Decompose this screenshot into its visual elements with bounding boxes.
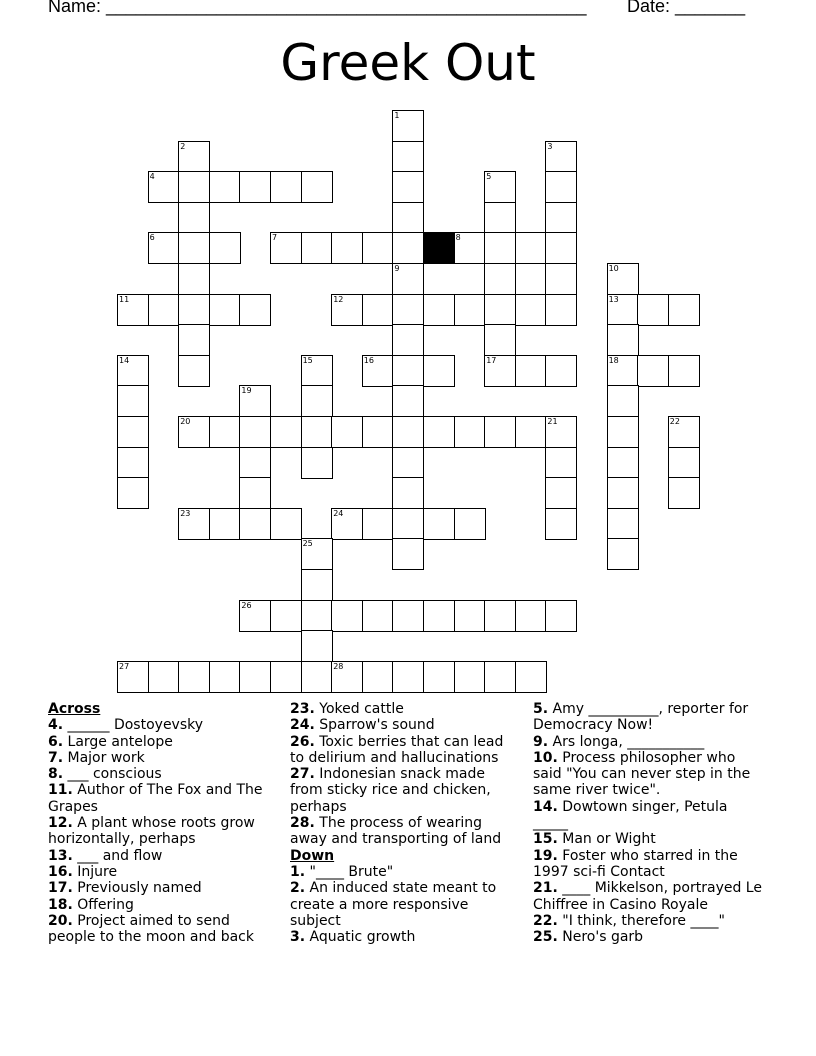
clue-item-text: Large antelope — [63, 733, 173, 750]
grid-cell[interactable] — [668, 294, 700, 326]
grid-cell[interactable] — [301, 661, 333, 693]
grid-cell[interactable] — [484, 263, 516, 295]
clue-item-number: 25. — [533, 929, 558, 946]
clue-item — [48, 880, 270, 896]
grid-cell[interactable] — [668, 447, 700, 479]
grid-cell[interactable] — [270, 416, 302, 448]
clue-item-text: ___ and flow — [72, 847, 163, 864]
clue-number: 24 — [333, 508, 344, 518]
grid-cell[interactable] — [423, 416, 455, 448]
grid-cell[interactable] — [607, 508, 639, 540]
clue-item-number: 17. — [48, 880, 73, 897]
grid-cell[interactable] — [331, 416, 363, 448]
clue-item-number: 13. — [48, 847, 73, 864]
grid-cell[interactable] — [454, 600, 486, 632]
clue-number: 1 — [394, 111, 400, 120]
grid-cell[interactable] — [607, 355, 639, 387]
grid-cell[interactable] — [117, 355, 149, 387]
grid-cell[interactable] — [117, 447, 149, 479]
clue-item — [290, 766, 515, 815]
clue-item — [48, 750, 270, 766]
grid-cell[interactable] — [515, 600, 547, 632]
grid-cell[interactable] — [392, 538, 424, 570]
clue-item-text: Toxic berries that can lead to delirium and hallucinations — [290, 733, 504, 766]
grid-cell[interactable] — [484, 355, 516, 387]
grid-cell[interactable] — [209, 416, 241, 448]
grid-cell[interactable] — [515, 416, 547, 448]
grid-cell[interactable] — [392, 263, 424, 295]
grid-cell[interactable] — [392, 355, 424, 387]
grid-cell[interactable] — [423, 508, 455, 540]
grid-cell[interactable] — [392, 171, 424, 203]
grid-cell[interactable] — [392, 110, 424, 142]
grid-cell[interactable] — [392, 477, 424, 509]
clue-item — [290, 701, 515, 717]
clue-item-text: The process of wearing away and transporting of land — [290, 815, 502, 848]
clue-number: 27 — [119, 661, 130, 671]
clue-item-text: Ars longa, ___________ — [548, 733, 705, 750]
grid-cell[interactable] — [301, 538, 333, 570]
grid-cell[interactable] — [392, 508, 424, 540]
clue-column-2 — [290, 701, 515, 945]
grid-cell[interactable] — [239, 385, 271, 417]
grid-cell[interactable] — [362, 232, 394, 264]
clue-item — [48, 913, 270, 946]
clue-item-number: 21. — [533, 880, 558, 897]
grid-cell[interactable] — [515, 232, 547, 264]
clue-item-number: 7. — [48, 749, 64, 766]
clue-item — [290, 717, 515, 733]
grid-cell[interactable] — [637, 355, 669, 387]
grid-cell[interactable] — [239, 447, 271, 479]
clue-item — [290, 734, 515, 767]
clue-item-number: 4. — [48, 717, 64, 734]
clue-number: 5 — [486, 172, 492, 182]
grid-cell[interactable] — [362, 661, 394, 693]
grid-cell[interactable] — [545, 171, 577, 203]
clue-item-text: Amy __________, reporter for Democracy Now! — [533, 701, 749, 734]
grid-cell[interactable] — [148, 661, 180, 693]
clue-item — [290, 864, 515, 880]
grid-cell[interactable] — [392, 324, 424, 356]
grid-cell[interactable] — [178, 294, 210, 326]
clue-item-text: Process philosopher who said "You can never step in the same river twice". — [533, 749, 751, 799]
section-heading: Across — [48, 701, 101, 717]
grid-cell[interactable] — [178, 661, 210, 693]
clue-item-text: "____ Brute" — [305, 863, 394, 880]
clue-number: 23 — [180, 508, 191, 518]
grid-cell[interactable] — [270, 508, 302, 540]
clue-item-text: ___ conscious — [63, 766, 162, 783]
clue-number: 20 — [180, 417, 191, 426]
clue-item — [533, 831, 763, 847]
clue-number: 4 — [149, 172, 155, 182]
clue-item — [533, 929, 763, 945]
clue-number: 15 — [302, 355, 313, 365]
grid-cell[interactable] — [607, 263, 639, 295]
clue-number: 8 — [455, 233, 461, 243]
grid-cell[interactable] — [239, 477, 271, 509]
grid-cell[interactable] — [515, 355, 547, 387]
grid-cell[interactable] — [239, 294, 271, 326]
grid-cell[interactable] — [484, 232, 516, 264]
grid-cell[interactable] — [270, 661, 302, 693]
grid-cell[interactable] — [607, 294, 639, 326]
grid-cell[interactable] — [515, 661, 547, 693]
clue-item-text: Foster who starred in the 1997 sci-fi Contact — [533, 847, 738, 880]
clue-item — [48, 766, 270, 782]
grid-cell[interactable] — [301, 630, 333, 662]
date-field-label: Date: _______ — [627, 0, 746, 16]
grid-cell[interactable] — [392, 600, 424, 632]
clue-item-number: 24. — [290, 717, 315, 734]
grid-cell[interactable] — [209, 661, 241, 693]
clue-item-number: 26. — [290, 733, 315, 750]
grid-cell[interactable] — [239, 600, 271, 632]
grid-cell[interactable] — [270, 232, 302, 264]
clue-item — [533, 701, 763, 734]
grid-cell[interactable] — [545, 477, 577, 509]
clue-number: 3 — [547, 141, 553, 151]
grid-cell[interactable] — [668, 355, 700, 387]
grid-cell[interactable] — [545, 508, 577, 540]
grid-cell[interactable] — [148, 232, 180, 264]
grid-cell[interactable] — [178, 355, 210, 387]
grid-cell[interactable] — [270, 171, 302, 203]
clue-item-text: ____ Mikkelson, portrayed Le Chiffree in Casino Royale — [533, 880, 762, 913]
clue-item-number: 2. — [290, 880, 306, 897]
clue-item-number: 11. — [48, 782, 73, 799]
clue-item — [533, 799, 763, 832]
grid-cell[interactable] — [148, 171, 180, 203]
clue-item — [533, 848, 763, 881]
grid-cell[interactable] — [423, 600, 455, 632]
clue-number: 19 — [241, 386, 252, 396]
clue-item — [48, 864, 270, 880]
clue-number: 18 — [608, 355, 619, 365]
grid-cell[interactable] — [454, 508, 486, 540]
grid-cell[interactable] — [331, 661, 363, 693]
grid-cell[interactable] — [362, 294, 394, 326]
grid-cell[interactable] — [545, 416, 577, 448]
grid-cell[interactable] — [178, 232, 210, 264]
clue-item-text: ______ Dostoyevsky — [63, 717, 204, 734]
clue-number: 28 — [333, 661, 344, 671]
grid-cell[interactable] — [331, 232, 363, 264]
grid-cell[interactable] — [117, 477, 149, 509]
clue-number: 13 — [608, 294, 619, 304]
clue-item-number: 27. — [290, 766, 315, 783]
clue-item-number: 1. — [290, 863, 306, 880]
clue-number: 9 — [394, 264, 400, 273]
grid-cell[interactable] — [484, 294, 516, 326]
clue-number: 16 — [363, 355, 374, 365]
grid-cell[interactable] — [607, 416, 639, 448]
grid-cell[interactable] — [484, 171, 516, 203]
grid-cell[interactable] — [484, 416, 516, 448]
clue-number: 12 — [333, 294, 344, 304]
grid-cell[interactable] — [331, 508, 363, 540]
grid-cell[interactable] — [117, 385, 149, 417]
clue-item-number: 23. — [290, 701, 315, 717]
clue-item-number: 8. — [48, 766, 64, 783]
clue-item — [533, 750, 763, 799]
clue-item — [48, 897, 270, 913]
grid-cell[interactable] — [178, 416, 210, 448]
grid-cell[interactable] — [392, 447, 424, 479]
clue-number: 17 — [486, 355, 497, 365]
grid-cell[interactable] — [301, 569, 333, 601]
grid-cell[interactable] — [454, 661, 486, 693]
grid-cell[interactable] — [270, 600, 302, 632]
clue-item-number: 9. — [533, 733, 549, 750]
clue-number: 14 — [119, 355, 130, 365]
clue-item — [533, 913, 763, 929]
clue-item-text: Author of The Fox and The Grapes — [48, 782, 263, 815]
grid-cell[interactable] — [301, 416, 333, 448]
clue-number: 10 — [608, 264, 619, 273]
grid-cell[interactable] — [362, 355, 394, 387]
clue-item-number: 19. — [533, 847, 558, 864]
clue-item-number: 22. — [533, 912, 558, 929]
grid-cell[interactable] — [668, 477, 700, 509]
grid-cell[interactable] — [454, 416, 486, 448]
grid-cell[interactable] — [392, 661, 424, 693]
grid-cell[interactable] — [301, 447, 333, 479]
grid-cell[interactable] — [362, 600, 394, 632]
clue-column-1 — [48, 701, 270, 945]
clue-column-3 — [533, 701, 763, 945]
clue-item-number: 3. — [290, 929, 306, 946]
clue-item-text: Project aimed to send people to the moon and back — [48, 912, 254, 946]
grid-cell[interactable] — [301, 232, 333, 264]
page-title: Greek Out — [280, 34, 536, 92]
clue-item-text: Aquatic growth — [305, 929, 416, 946]
grid-cell[interactable] — [362, 508, 394, 540]
clue-number: 2 — [180, 141, 186, 151]
clue-item-number: 12. — [48, 815, 73, 832]
grid-cell[interactable] — [392, 294, 424, 326]
grid-cell[interactable] — [148, 294, 180, 326]
clue-item-text: Sparrow's sound — [314, 717, 435, 734]
clue-number: 21 — [547, 417, 558, 426]
clue-item-text: An induced state meant to create a more responsive subject — [290, 880, 497, 929]
clue-item — [290, 815, 515, 848]
grid-cell[interactable] — [209, 508, 241, 540]
clue-item — [533, 880, 763, 913]
grid-cell[interactable] — [239, 171, 271, 203]
grid-cell[interactable] — [484, 661, 516, 693]
grid-cell[interactable] — [117, 294, 149, 326]
grid-cell[interactable] — [209, 232, 241, 264]
clue-item-number: 28. — [290, 815, 315, 832]
grid-cell[interactable] — [607, 477, 639, 509]
clue-item-number: 5. — [533, 701, 549, 717]
grid-cell[interactable] — [178, 508, 210, 540]
black-cell — [423, 232, 455, 264]
grid-cell[interactable] — [117, 661, 149, 693]
clue-item — [533, 734, 763, 750]
grid-cell[interactable] — [637, 294, 669, 326]
grid-cell[interactable] — [178, 141, 210, 173]
grid-cell[interactable] — [392, 232, 424, 264]
grid-cell[interactable] — [209, 294, 241, 326]
clue-number: 6 — [149, 233, 155, 243]
grid-cell[interactable] — [545, 141, 577, 173]
grid-cell[interactable] — [392, 202, 424, 234]
grid-cell[interactable] — [209, 171, 241, 203]
clue-number: 25 — [302, 539, 313, 549]
clue-item-text: Injure — [72, 863, 118, 880]
grid-cell[interactable] — [301, 355, 333, 387]
clue-number: 26 — [241, 600, 252, 610]
clue-item-text: Dowtown singer, Petula _____ — [533, 798, 728, 832]
clue-number: 7 — [272, 233, 278, 243]
clue-item-number: 20. — [48, 912, 73, 929]
clue-item-text: Previously named — [72, 880, 202, 897]
grid-cell[interactable] — [607, 385, 639, 417]
grid-cell[interactable] — [117, 416, 149, 448]
clue-item-text: Offering — [72, 896, 134, 913]
grid-cell[interactable] — [515, 294, 547, 326]
grid-cell[interactable] — [239, 416, 271, 448]
grid-cell[interactable] — [545, 263, 577, 295]
grid-cell[interactable] — [392, 416, 424, 448]
grid-cell[interactable] — [331, 600, 363, 632]
grid-cell[interactable] — [178, 263, 210, 295]
clue-item-number: 16. — [48, 863, 73, 880]
grid-cell[interactable] — [607, 447, 639, 479]
grid-cell[interactable] — [545, 202, 577, 234]
section-heading: Down — [290, 847, 335, 864]
grid-cell[interactable] — [362, 416, 394, 448]
clue-item-number: 18. — [48, 896, 73, 913]
clue-item-number: 14. — [533, 798, 558, 815]
clue-item — [48, 815, 270, 848]
grid-cell[interactable] — [454, 294, 486, 326]
grid-cell[interactable] — [668, 416, 700, 448]
grid-cell[interactable] — [178, 171, 210, 203]
grid-cell[interactable] — [392, 141, 424, 173]
grid-cell[interactable] — [545, 600, 577, 632]
clue-item — [290, 880, 515, 929]
grid-cell[interactable] — [178, 324, 210, 356]
grid-cell[interactable] — [484, 202, 516, 234]
clue-item — [48, 717, 270, 733]
clue-item-text: Man or Wight — [557, 831, 656, 848]
clue-item — [48, 734, 270, 750]
grid-cell[interactable] — [423, 294, 455, 326]
clue-item-text: Indonesian snack made from sticky rice and chicken, perhaps — [290, 766, 491, 815]
grid-cell[interactable] — [239, 661, 271, 693]
clue-item-text: Major work — [63, 749, 145, 766]
grid-cell[interactable] — [239, 508, 271, 540]
clue-item-number: 15. — [533, 831, 558, 848]
clue-item — [48, 848, 270, 864]
grid-cell[interactable] — [545, 447, 577, 479]
grid-cell[interactable] — [545, 294, 577, 326]
grid-cell[interactable] — [484, 324, 516, 356]
clue-item-text: Yoked cattle — [314, 701, 404, 717]
clue-number: 11 — [119, 294, 130, 304]
clue-item-text: A plant whose roots grow horizontally, perhaps — [48, 815, 255, 848]
grid-cell[interactable] — [607, 538, 639, 570]
clue-item — [290, 929, 515, 945]
clue-item-text: Nero's garb — [557, 929, 644, 946]
clue-item-text: "I think, therefore ____" — [557, 912, 725, 929]
clue-item — [48, 782, 270, 815]
grid-cell[interactable] — [392, 385, 424, 417]
grid-cell[interactable] — [423, 355, 455, 387]
clue-item-number: 6. — [48, 733, 64, 750]
grid-cell[interactable] — [301, 171, 333, 203]
clue-item-number: 10. — [533, 749, 558, 766]
grid-cell[interactable] — [178, 202, 210, 234]
grid-cell[interactable] — [545, 355, 577, 387]
grid-cell[interactable] — [331, 294, 363, 326]
grid-cell[interactable] — [301, 600, 333, 632]
grid-cell[interactable] — [607, 324, 639, 356]
grid-cell[interactable] — [454, 232, 486, 264]
grid-cell[interactable] — [301, 385, 333, 417]
name-field-label: Name: ________________________________________________ — [48, 0, 587, 16]
grid-cell[interactable] — [545, 232, 577, 264]
grid-cell[interactable] — [484, 600, 516, 632]
grid-cell[interactable] — [423, 661, 455, 693]
clue-number: 22 — [669, 417, 680, 426]
